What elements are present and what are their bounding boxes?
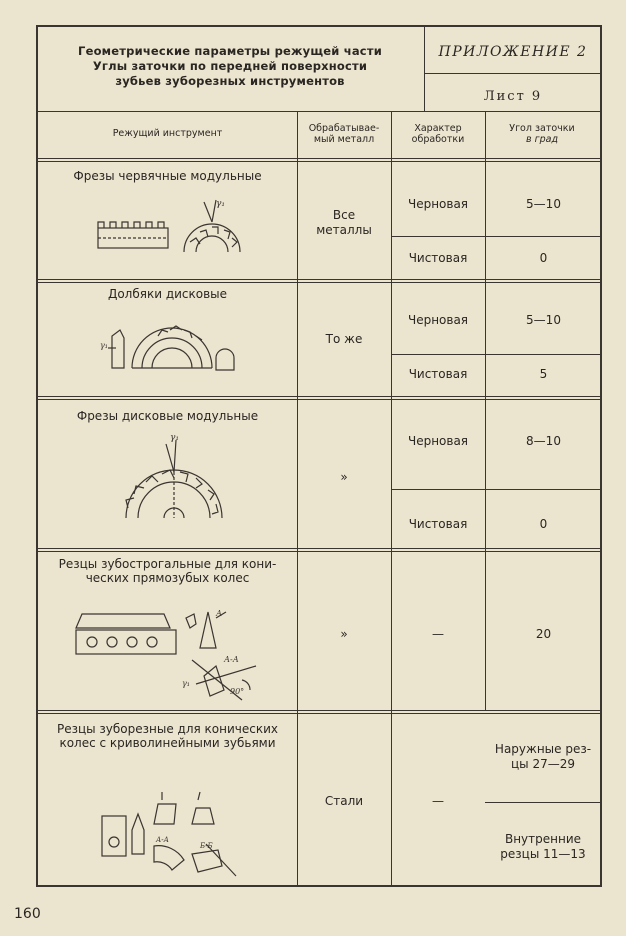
row1-finish-angle: 0 [539, 251, 548, 265]
row2-metal: То же [325, 332, 363, 346]
row1-rough: Черновая [407, 197, 469, 211]
colhead-mode-2: обработки [411, 134, 465, 145]
row-line-2 [38, 396, 600, 397]
page-number: 160 [14, 906, 41, 922]
row5-subline [485, 802, 600, 803]
section-aa-label-2: А-А [156, 836, 169, 844]
colhead-bottom-line [38, 158, 600, 159]
appendix-label: ПРИЛОЖЕНИЕ 2 [438, 44, 588, 60]
colhead-metal-2: мый металл [313, 134, 375, 145]
cutter-body [102, 816, 126, 856]
cutter-section [154, 846, 184, 870]
colhead-angle-2: в град [525, 134, 559, 145]
header-divider [424, 27, 425, 111]
disc-cutter-sketch [118, 428, 228, 528]
row5-outer [486, 742, 600, 772]
row1-metal-2: металлы [316, 223, 372, 237]
row4-tool-1: Резцы зубострогальные для кони- [58, 557, 277, 571]
colhead-tool: Режущий инструмент [112, 128, 223, 139]
colhead-mode [393, 123, 483, 145]
colhead-metal [299, 123, 389, 145]
gamma-label-4: γ₁ [182, 679, 190, 688]
hob-profile-arc [184, 224, 240, 252]
planer-tool-sketch [66, 604, 266, 704]
cutter-blade [132, 814, 144, 854]
angle-90-label: 90° [230, 687, 245, 696]
row3-tool: Фрезы дисковые модульные [76, 409, 259, 423]
row1-subline [391, 236, 600, 237]
row2-tool: Долбяки дисковые [107, 287, 228, 301]
row5-inner [486, 832, 600, 862]
appendix-divider [424, 73, 600, 74]
hob-cutter-sketch [92, 192, 242, 262]
title-line-3: зубьев зуборезных инструментов [115, 74, 345, 88]
shaper-section [112, 330, 124, 368]
row-line-1 [38, 279, 600, 280]
row2-finish-angle: 5 [539, 367, 548, 381]
row1-metal-1: Все [332, 208, 356, 222]
row5-mode: — [432, 794, 444, 808]
section-bb-label: Б-Б [200, 842, 213, 850]
col-line-2 [391, 111, 392, 885]
hob-teeth [98, 222, 164, 228]
row-line-4 [38, 710, 600, 711]
row2-rough-angle: 5—10 [526, 313, 561, 327]
row3-subline [391, 489, 600, 490]
row-line-3b [38, 551, 600, 552]
row3-finish: Чистовая [408, 517, 468, 531]
title-line-2: Углы заточки по передней поверхности [92, 59, 368, 73]
colhead-angle [487, 123, 597, 145]
row4-angle: 20 [535, 627, 552, 641]
planer-head [76, 614, 170, 628]
row-line-4b [38, 713, 600, 714]
row-line-3 [38, 548, 600, 549]
section-aa-label: А-А [224, 655, 239, 664]
row5-tool [40, 722, 295, 750]
row3-rough-angle: 8—10 [526, 434, 561, 448]
row4-mode: — [432, 627, 444, 641]
row1-tool: Фрезы червячные модульные [73, 169, 262, 183]
row4-tool-2: ческих прямозубых колес [85, 571, 250, 585]
table-title [40, 44, 420, 89]
colhead-angle-1: Угол заточки [509, 123, 575, 134]
row2-finish: Чистовая [408, 367, 468, 381]
colhead-mode-1: Характер [414, 123, 462, 134]
row2-rough: Черновая [407, 313, 469, 327]
row5-outer-2: цы 27—29 [511, 757, 575, 771]
row2-subline [391, 354, 600, 355]
row5-outer-1: Наружные рез- [494, 742, 592, 756]
row1-rough-angle: 5—10 [526, 197, 561, 211]
colhead-bottom-line-2 [38, 161, 600, 162]
title-line-1: Геометрические параметры режущей части [78, 44, 382, 58]
row5-inner-2: резцы 11—13 [500, 847, 586, 861]
row5-metal: Стали [324, 794, 364, 808]
gamma-label-2: γ₁ [100, 341, 108, 350]
sheet-label: Лист 9 [483, 89, 543, 104]
row1-finish: Чистовая [408, 251, 468, 265]
row1-metal [299, 208, 389, 238]
row4-metal: » [340, 627, 348, 641]
spiral-bevel-cutter-sketch [96, 784, 246, 880]
row5-tool-1: Резцы зуборезные для конических [56, 722, 279, 736]
planer-tooth [200, 612, 216, 648]
row3-finish-angle: 0 [539, 517, 548, 531]
row-line-1b [38, 282, 600, 283]
col-line-3 [485, 111, 486, 711]
row-line-2b [38, 399, 600, 400]
letter-a-label: А [216, 609, 223, 618]
gamma-label-1: γ₁ [216, 199, 225, 209]
colhead-metal-1: Обрабатывае- [308, 123, 380, 134]
col-line-1 [297, 111, 298, 885]
row5-tool-2: колес с криволинейными зубьями [59, 736, 276, 750]
row4-tool [40, 557, 295, 585]
shaper-cutter-sketch [98, 318, 248, 376]
planer-bar [76, 630, 176, 654]
header-bottom-line [38, 111, 600, 112]
shaper-tooth [216, 349, 234, 370]
row3-rough: Черновая [407, 434, 469, 448]
row3-metal: » [340, 470, 348, 484]
row5-inner-1: Внутренние [504, 832, 582, 846]
gamma-label-3: γ₁ [170, 433, 179, 443]
